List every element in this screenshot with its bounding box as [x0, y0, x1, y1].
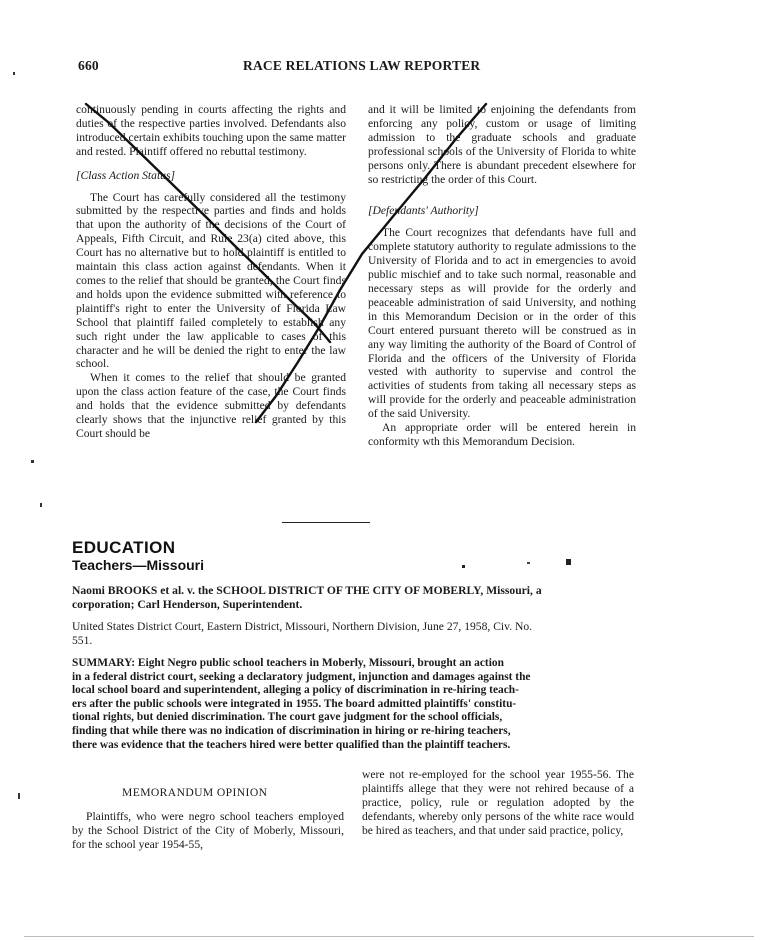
- scan-speck: [31, 460, 34, 463]
- case-caption-line-2: corporation; Carl Henderson, Superintendent.: [72, 598, 303, 611]
- case-caption-line-1: Naomi BROOKS et al. v. the SCHOOL DISTRICT OF THE CITY OF MOBERLY, Missouri, a: [72, 584, 542, 597]
- memorandum-heading: MEMORANDUM OPINION: [122, 786, 268, 799]
- right-paragraph-3: An appropriate order will be entered herein in conformity wth this Memorandum Decision.: [368, 421, 636, 448]
- scan-edge-line: [24, 936, 754, 937]
- right-column: [368, 103, 636, 449]
- memorandum-left-text: [72, 810, 344, 852]
- section-title: EDUCATION: [72, 538, 176, 557]
- section-divider: [282, 522, 370, 523]
- left-paragraph-1: continuously pending in courts affecting the rights and duties of the respective parties involved. Defendants also introduced certain exhibits touching upon the same matter and rested. Plaintiff offered no rebuttal testimony.: [76, 103, 346, 158]
- summary-line: SUMMARY: Eight Negro public school teachers in Moberly, Missouri, brought an action: [72, 657, 504, 669]
- right-paragraph-1: and it will be limited to enjoining the defendants from enforcing any policy, custom or usage of limiting admission to the graduate schools and graduate professional schools of the University of Florida to white persons only. There is abundant precedent elsewhere for so restricting the order of this Court.: [368, 103, 636, 186]
- section-subtitle: Teachers—Missouri: [72, 557, 205, 573]
- left-paragraph-3: When it comes to the relief that should be granted upon the class action feature of the case, the Court finds and holds that the evidence submitted by defendants clearly shows that the injunctive relief granted by this Court should be: [76, 371, 346, 440]
- scan-speck: [18, 793, 20, 799]
- summary-line: finding that while there was no indication of discrimination in hiring or re-hiring teachers,: [72, 724, 511, 737]
- memorandum-right-paragraph: were not re-employed for the school year 1955-56. The plaintiffs allege that they were not rehired because of a practice, policy, rule or regulation adopted by the defendants, whereby only persons of the white race would be hired as teachers, and that under said practice, policy,: [362, 768, 634, 837]
- summary-line: local school board and superintendent, alleging a policy of discrimination in re-hiring teach-: [72, 684, 519, 697]
- memorandum-left-paragraph: Plaintiffs, who were negro school teachers employed by the School District of the City of Moberly, Missouri, for the school year 1954-55,: [72, 810, 344, 851]
- court-citation-line-1: United States District Court, Eastern District, Missouri, Northern Division, June 27, 1958, Civ. No.: [72, 620, 533, 633]
- scan-speck: [40, 503, 42, 507]
- summary-line: there was evidence that the teachers hired were better qualified than the plaintiff teachers.: [72, 738, 511, 751]
- right-paragraph-2: The Court recognizes that defendants have full and complete statutory authority to regulate admissions to the University of Florida and to act in emergencies to avoid public mischief and to take such normal, reasonable and necessary steps as will provide for the orderly and peaceable administration of said University, and nothing in this Memorandum Decision or in the order of this Court entered pursuant thereto will be construed as in any way limiting the authority of the Board of Control of Florida and the officers of the University of Florida vested with authority to supervise and control the activities of students from taking all necessary steps as will provide for the orderly and peaceable administration of the said University.: [368, 226, 636, 421]
- scan-speck: [13, 72, 15, 75]
- case-caption: [72, 584, 642, 612]
- class-action-heading: [Class Action Status]: [76, 168, 175, 182]
- summary-line: ers after the public schools were integrated in 1955. The board admitted plaintiffs' constitu-: [72, 697, 517, 710]
- left-paragraph-2: The Court has carefully considered all the testimony submitted by the respective parties and finds and holds that upon the authority of the decisions of the Court of Appeals, Fifth Circuit, and Rule 23(a) cited above, this Court has no alternative but to hold plaintiff is entitled to maintain this class action against defendants. When it comes to the relief that should be granted, the Court finds and holds upon the evidence submitted with reference to plaintiff's right to enter the University of Florida Law School that plaintiff failed completely to establish any such right under the law applicable to cases of this character and he will be denied the right to enter the law school.: [76, 190, 346, 371]
- scan-speck: [527, 562, 530, 564]
- running-title: RACE RELATIONS LAW REPORTER: [243, 58, 481, 73]
- page-number: 660: [78, 58, 99, 73]
- summary-line: tional rights, but denied discrimination. The court gave judgment for the school officials,: [72, 711, 503, 724]
- memorandum-right-text: [362, 768, 634, 838]
- scan-speck: [566, 559, 571, 565]
- defendants-authority-heading: [Defendants' Authority]: [368, 204, 479, 218]
- scan-speck: [462, 565, 465, 568]
- left-column: [76, 103, 346, 441]
- case-summary: [72, 657, 638, 752]
- court-citation: [72, 620, 642, 648]
- summary-line: in a federal district court, seeking a declaratory judgment, injunction and damages against the: [72, 670, 531, 683]
- court-citation-line-2: 551.: [72, 634, 93, 647]
